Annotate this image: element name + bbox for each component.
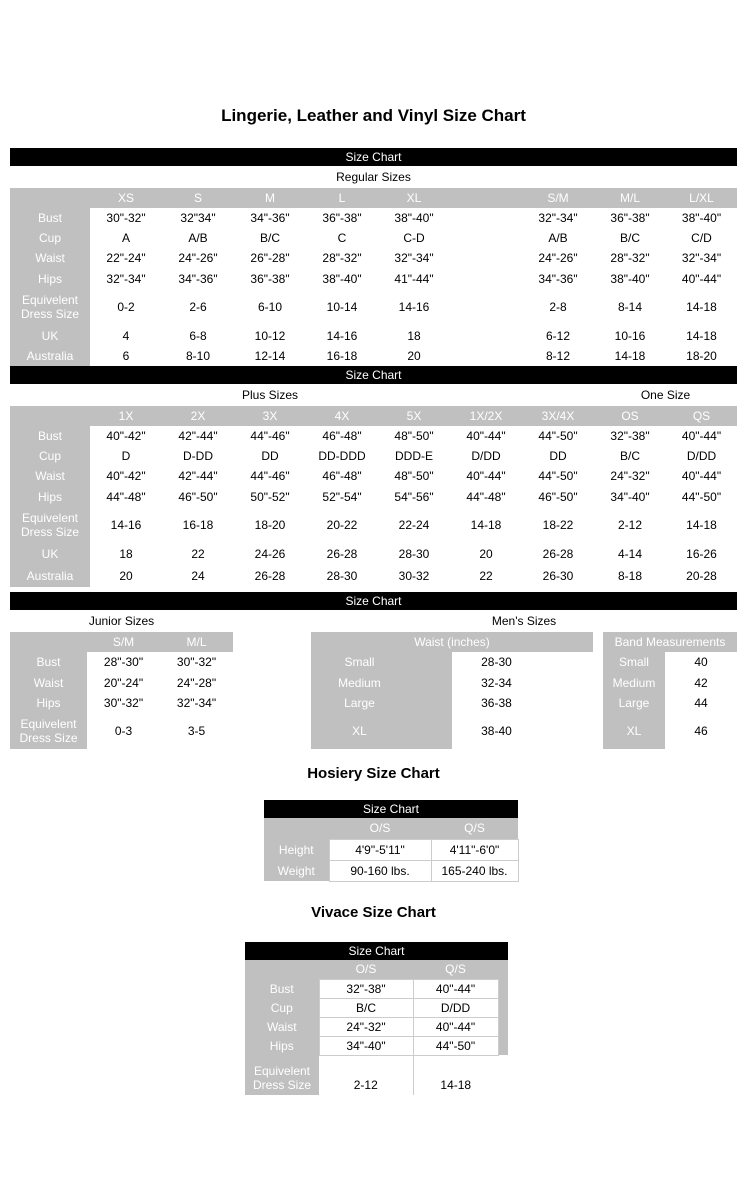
column-header: O/S (329, 818, 431, 839)
value-cell: A (90, 228, 162, 248)
value-cell: 28-30 (306, 565, 378, 587)
value-cell: 34"-40" (594, 486, 666, 507)
value-cell: 32"-34" (378, 248, 450, 268)
table-header-row (10, 406, 737, 426)
size-chart-bar: Size Chart (264, 800, 518, 818)
value-cell: 16-18 (306, 346, 378, 366)
column-header: L/XL (666, 188, 737, 208)
value-cell: 30"-32" (87, 693, 160, 713)
column-header: XS (90, 188, 162, 208)
row-label: XL (603, 713, 665, 749)
value-cell: 4'9"-5'11" (329, 839, 431, 860)
table-row (10, 486, 737, 507)
value-cell: 6-8 (162, 325, 234, 346)
value-cell: D/DD (450, 446, 522, 466)
regular-sizes-table (10, 188, 737, 366)
value-cell: 14-16 (306, 325, 378, 346)
value-cell: 14-18 (413, 1055, 498, 1095)
value-cell: 4 (90, 325, 162, 346)
junior-sizes-caption: Junior Sizes (88, 614, 155, 628)
table-header-row (10, 188, 737, 208)
row-label: Hips (10, 693, 87, 713)
hosiery-table (264, 818, 519, 882)
value-cell: 10-16 (594, 325, 666, 346)
row-label: Waist (10, 466, 90, 486)
plus-sizes-caption: Plus Sizes (241, 388, 299, 402)
value-cell: 24-26 (234, 543, 306, 565)
value-cell: 40"-44" (666, 426, 737, 446)
column-header: XL (378, 188, 450, 208)
row-label: Cup (10, 446, 90, 466)
table-row (10, 268, 737, 289)
value-cell: 8-14 (594, 289, 666, 325)
value-cell: 14-16 (378, 289, 450, 325)
value-cell: 44"-46" (234, 466, 306, 486)
value-cell: 30-32 (378, 565, 450, 587)
value-cell: 8-10 (162, 346, 234, 366)
waist-header: Waist (inches) (311, 632, 593, 652)
row-label: Medium (311, 672, 452, 693)
gap-cell (593, 713, 603, 749)
value-cell: 24"-26" (162, 248, 234, 268)
table-header-row (245, 960, 508, 979)
caption-spacer (233, 610, 311, 632)
value-cell: 42"-44" (162, 426, 234, 446)
value-cell: 24"-26" (522, 248, 594, 268)
value-cell: 32"-38" (594, 426, 666, 446)
value-cell: 40"-44" (450, 426, 522, 446)
value-cell: 0-2 (90, 289, 162, 325)
edge-cell (498, 1017, 508, 1036)
mens-sizes-table (311, 632, 737, 749)
value-cell: 165-240 lbs. (431, 860, 518, 881)
table-row (264, 860, 518, 881)
value-cell: 3-5 (160, 713, 233, 749)
value-cell: 32"-34" (666, 248, 737, 268)
value-cell: 46"-48" (306, 466, 378, 486)
value-cell: DD-DDD (306, 446, 378, 466)
value-cell: 46"-48" (306, 426, 378, 446)
column-header: Q/S (413, 960, 498, 979)
value-cell: 24"-28" (160, 672, 233, 693)
row-label: Weight (264, 860, 329, 881)
row-label: UK (10, 325, 90, 346)
row-label: Bust (10, 208, 90, 228)
size-chart-bar: Size Chart (10, 366, 737, 384)
plus-one-size-caption-row (10, 384, 737, 406)
row-label: Hips (245, 1036, 319, 1055)
table-row (10, 446, 737, 466)
column-header: S (162, 188, 234, 208)
row-label: Bust (10, 652, 87, 672)
table-header-row (311, 632, 737, 652)
corner-cell (264, 818, 329, 839)
row-label: Small (603, 652, 665, 672)
value-cell: C/D (666, 228, 737, 248)
value-cell: 30"-32" (90, 208, 162, 228)
value-cell: B/C (319, 998, 413, 1017)
value-cell: 46"-50" (522, 486, 594, 507)
value-cell: 40"-42" (90, 426, 162, 446)
row-label: Medium (603, 672, 665, 693)
value-cell (450, 228, 522, 248)
junior-mens-caption-row (10, 610, 737, 632)
value-cell: 38"-40" (666, 208, 737, 228)
table-row (311, 652, 737, 672)
value-cell: 22 (162, 543, 234, 565)
value-cell: 8-18 (594, 565, 666, 587)
value-cell: B/C (594, 446, 666, 466)
value-cell (450, 208, 522, 228)
value-cell: 34"-40" (319, 1036, 413, 1055)
table-row (245, 1055, 508, 1095)
row-label: Waist (10, 248, 90, 268)
table-row (10, 543, 737, 565)
column-header: 2X (162, 406, 234, 426)
row-label: Hips (10, 268, 90, 289)
value-cell: 20"-24" (87, 672, 160, 693)
edge-cell (498, 1055, 508, 1095)
column-header: 1X/2X (450, 406, 522, 426)
caption-spacer (10, 384, 90, 406)
value-cell: 28"-32" (306, 248, 378, 268)
row-label: Equivelent Dress Size (10, 507, 90, 543)
value-cell: DDD-E (378, 446, 450, 466)
value-cell: 18-20 (666, 346, 737, 366)
value-cell: 26-28 (234, 565, 306, 587)
value-cell: C (306, 228, 378, 248)
value-cell: 26-28 (306, 543, 378, 565)
column-header: M/L (160, 632, 233, 652)
column-header: Q/S (431, 818, 518, 839)
value-cell: 44"-50" (666, 486, 737, 507)
value-cell (450, 248, 522, 268)
value-cell: 40"-42" (90, 466, 162, 486)
value-cell: 36"-38" (306, 208, 378, 228)
value-cell (450, 289, 522, 325)
table-row (10, 325, 737, 346)
value-cell: 36"-38" (234, 268, 306, 289)
value-cell: 2-6 (162, 289, 234, 325)
regular-sizes-caption: Regular Sizes (336, 170, 411, 184)
hosiery-title: Hosiery Size Chart (307, 765, 440, 782)
value-cell: 26-28 (522, 543, 594, 565)
value-cell: 38-40 (452, 713, 593, 749)
value-cell: 14-18 (666, 325, 737, 346)
corner-cell (10, 406, 90, 426)
row-label: Australia (10, 346, 90, 366)
column-header: M (234, 188, 306, 208)
value-cell: 18-20 (234, 507, 306, 543)
table-row (10, 228, 737, 248)
value-cell (450, 346, 522, 366)
value-cell: DD (522, 446, 594, 466)
value-cell: 14-18 (594, 346, 666, 366)
value-cell: 26"-28" (234, 248, 306, 268)
value-cell: 48"-50" (378, 466, 450, 486)
value-cell: 14-16 (90, 507, 162, 543)
value-cell: B/C (594, 228, 666, 248)
value-cell: 32"34" (162, 208, 234, 228)
column-header: 5X (378, 406, 450, 426)
value-cell: 22 (450, 565, 522, 587)
value-cell: 36-38 (452, 693, 593, 713)
value-cell: 48"-50" (378, 426, 450, 446)
column-header: O/S (319, 960, 413, 979)
value-cell: 8-12 (522, 346, 594, 366)
corner-cell (10, 632, 87, 652)
value-cell: 32"-34" (90, 268, 162, 289)
table-row (10, 426, 737, 446)
value-cell: 38"-40" (594, 268, 666, 289)
value-cell: 28-30 (452, 652, 593, 672)
value-cell: 44"-48" (90, 486, 162, 507)
corner-cell (10, 188, 90, 208)
size-chart-bar: Size Chart (10, 592, 737, 610)
table-header-row (264, 818, 518, 839)
column-header: 3X/4X (522, 406, 594, 426)
value-cell: 16-26 (666, 543, 737, 565)
row-label: UK (10, 543, 90, 565)
plus-sizes-section (10, 366, 737, 587)
value-cell: 30"-32" (160, 652, 233, 672)
value-cell: 20-22 (306, 507, 378, 543)
value-cell: D-DD (162, 446, 234, 466)
column-header: 4X (306, 406, 378, 426)
value-cell: 16-18 (162, 507, 234, 543)
value-cell: 32-34 (452, 672, 593, 693)
table-row (311, 713, 737, 749)
table-row (10, 346, 737, 366)
table-row (311, 693, 737, 713)
value-cell: 32"-38" (319, 979, 413, 998)
table-row (10, 289, 737, 325)
value-cell: A/B (162, 228, 234, 248)
value-cell: C-D (378, 228, 450, 248)
value-cell: 10-14 (306, 289, 378, 325)
value-cell: 24 (162, 565, 234, 587)
value-cell: 28"-30" (87, 652, 160, 672)
value-cell: 20 (378, 346, 450, 366)
value-cell: 54"-56" (378, 486, 450, 507)
table-row (264, 839, 518, 860)
table-header-row (10, 632, 233, 652)
junior-sizes-table (10, 632, 233, 749)
size-chart-bar: Size Chart (245, 942, 508, 960)
row-label: Equivelent Dress Size (10, 713, 87, 749)
regular-sizes-section (10, 148, 737, 366)
value-cell: 38"-40" (378, 208, 450, 228)
table-row (10, 652, 233, 672)
value-cell: 40"-44" (666, 466, 737, 486)
value-cell: 41"-44" (378, 268, 450, 289)
value-cell: 28"-32" (594, 248, 666, 268)
corner-cell (245, 960, 319, 979)
value-cell: 0-3 (87, 713, 160, 749)
table-row (10, 565, 737, 587)
value-cell: 6-12 (522, 325, 594, 346)
row-label: Equivelent Dress Size (245, 1055, 319, 1095)
value-cell: 26-30 (522, 565, 594, 587)
table-row (10, 507, 737, 543)
column-header: S/M (87, 632, 160, 652)
value-cell: B/C (234, 228, 306, 248)
value-cell: 44"-46" (234, 426, 306, 446)
vivace-section (245, 942, 508, 1095)
value-cell: 40"-44" (666, 268, 737, 289)
table-row (10, 248, 737, 268)
value-cell: D/DD (413, 998, 498, 1017)
value-cell: 44"-50" (522, 426, 594, 446)
value-cell: 6 (90, 346, 162, 366)
row-label: Large (603, 693, 665, 713)
value-cell: 34"-36" (162, 268, 234, 289)
one-size-caption: One Size (640, 388, 691, 402)
junior-mens-section (10, 592, 737, 749)
value-cell: 90-160 lbs. (329, 860, 431, 881)
row-label: Equivelent Dress Size (10, 289, 90, 325)
value-cell: 18-22 (522, 507, 594, 543)
value-cell: 40"-44" (450, 466, 522, 486)
edge-cell (498, 960, 508, 979)
value-cell: 14-18 (666, 507, 737, 543)
table-row (10, 466, 737, 486)
vivace-title: Vivace Size Chart (311, 904, 436, 921)
row-label: Height (264, 839, 329, 860)
row-label: Small (311, 652, 452, 672)
row-label: Bust (245, 979, 319, 998)
row-label: Cup (245, 998, 319, 1017)
value-cell: 42 (665, 672, 737, 693)
value-cell: 44"-50" (413, 1036, 498, 1055)
value-cell: 6-10 (234, 289, 306, 325)
value-cell: 40 (665, 652, 737, 672)
value-cell: 40"-44" (413, 1017, 498, 1036)
value-cell: 32"-34" (522, 208, 594, 228)
column-header: M/L (594, 188, 666, 208)
table-row (10, 208, 737, 228)
column-header: S/M (522, 188, 594, 208)
gap-cell (593, 693, 603, 713)
edge-cell (498, 1036, 508, 1055)
gap-cell (593, 632, 603, 652)
row-label: Hips (10, 486, 90, 507)
table-row (10, 713, 233, 749)
value-cell: 24"-32" (319, 1017, 413, 1036)
edge-cell (498, 979, 508, 998)
value-cell: 12-14 (234, 346, 306, 366)
value-cell: 34"-36" (522, 268, 594, 289)
value-cell: 4-14 (594, 543, 666, 565)
column-header (450, 188, 522, 208)
hosiery-section (264, 800, 518, 882)
mens-sizes-caption: Men's Sizes (491, 614, 557, 628)
row-label: Large (311, 693, 452, 713)
value-cell: 10-12 (234, 325, 306, 346)
gap-cell (593, 672, 603, 693)
value-cell: 2-12 (594, 507, 666, 543)
column-header: 1X (90, 406, 162, 426)
value-cell (450, 268, 522, 289)
table-row (10, 693, 233, 713)
value-cell: 20-28 (666, 565, 737, 587)
value-cell: 44"-50" (522, 466, 594, 486)
plus-sizes-table (10, 406, 737, 587)
table-row (311, 672, 737, 693)
value-cell: 14-18 (450, 507, 522, 543)
value-cell: 20 (90, 565, 162, 587)
value-cell: 40"-44" (413, 979, 498, 998)
gap-cell (593, 652, 603, 672)
value-cell: 46"-50" (162, 486, 234, 507)
row-label: Cup (10, 228, 90, 248)
table-row (245, 1036, 508, 1055)
value-cell: 32"-34" (160, 693, 233, 713)
row-label: Waist (10, 672, 87, 693)
value-cell: 38"-40" (306, 268, 378, 289)
value-cell: D/DD (666, 446, 737, 466)
table-row (245, 979, 508, 998)
table-row (10, 672, 233, 693)
value-cell: 14-18 (666, 289, 737, 325)
row-label: Waist (245, 1017, 319, 1036)
value-cell: 18 (378, 325, 450, 346)
row-label: XL (311, 713, 452, 749)
value-cell: 42"-44" (162, 466, 234, 486)
value-cell: 36"-38" (594, 208, 666, 228)
value-cell: 22-24 (378, 507, 450, 543)
value-cell: 50"-52" (234, 486, 306, 507)
band-header: Band Measurements (603, 632, 737, 652)
column-header: 3X (234, 406, 306, 426)
column-header: OS (594, 406, 666, 426)
value-cell: 46 (665, 713, 737, 749)
value-cell: 18 (90, 543, 162, 565)
page-title: Lingerie, Leather and Vinyl Size Chart (221, 106, 526, 125)
value-cell: 22"-24" (90, 248, 162, 268)
caption-spacer (450, 384, 594, 406)
value-cell: 34"-36" (234, 208, 306, 228)
table-row (245, 1017, 508, 1036)
edge-cell (498, 998, 508, 1017)
column-header: QS (666, 406, 737, 426)
row-label: Australia (10, 565, 90, 587)
column-header: L (306, 188, 378, 208)
vivace-table (245, 960, 508, 1095)
value-cell: 28-30 (378, 543, 450, 565)
value-cell: D (90, 446, 162, 466)
value-cell: 2-12 (319, 1055, 413, 1095)
value-cell: 24"-32" (594, 466, 666, 486)
row-label: Bust (10, 426, 90, 446)
value-cell: 44"-48" (450, 486, 522, 507)
value-cell: 4'11"-6'0" (431, 839, 518, 860)
value-cell: 44 (665, 693, 737, 713)
value-cell: 52"-54" (306, 486, 378, 507)
value-cell (450, 325, 522, 346)
value-cell: DD (234, 446, 306, 466)
table-row (245, 998, 508, 1017)
value-cell: 20 (450, 543, 522, 565)
value-cell: 2-8 (522, 289, 594, 325)
value-cell: A/B (522, 228, 594, 248)
size-chart-bar: Size Chart (10, 148, 737, 166)
